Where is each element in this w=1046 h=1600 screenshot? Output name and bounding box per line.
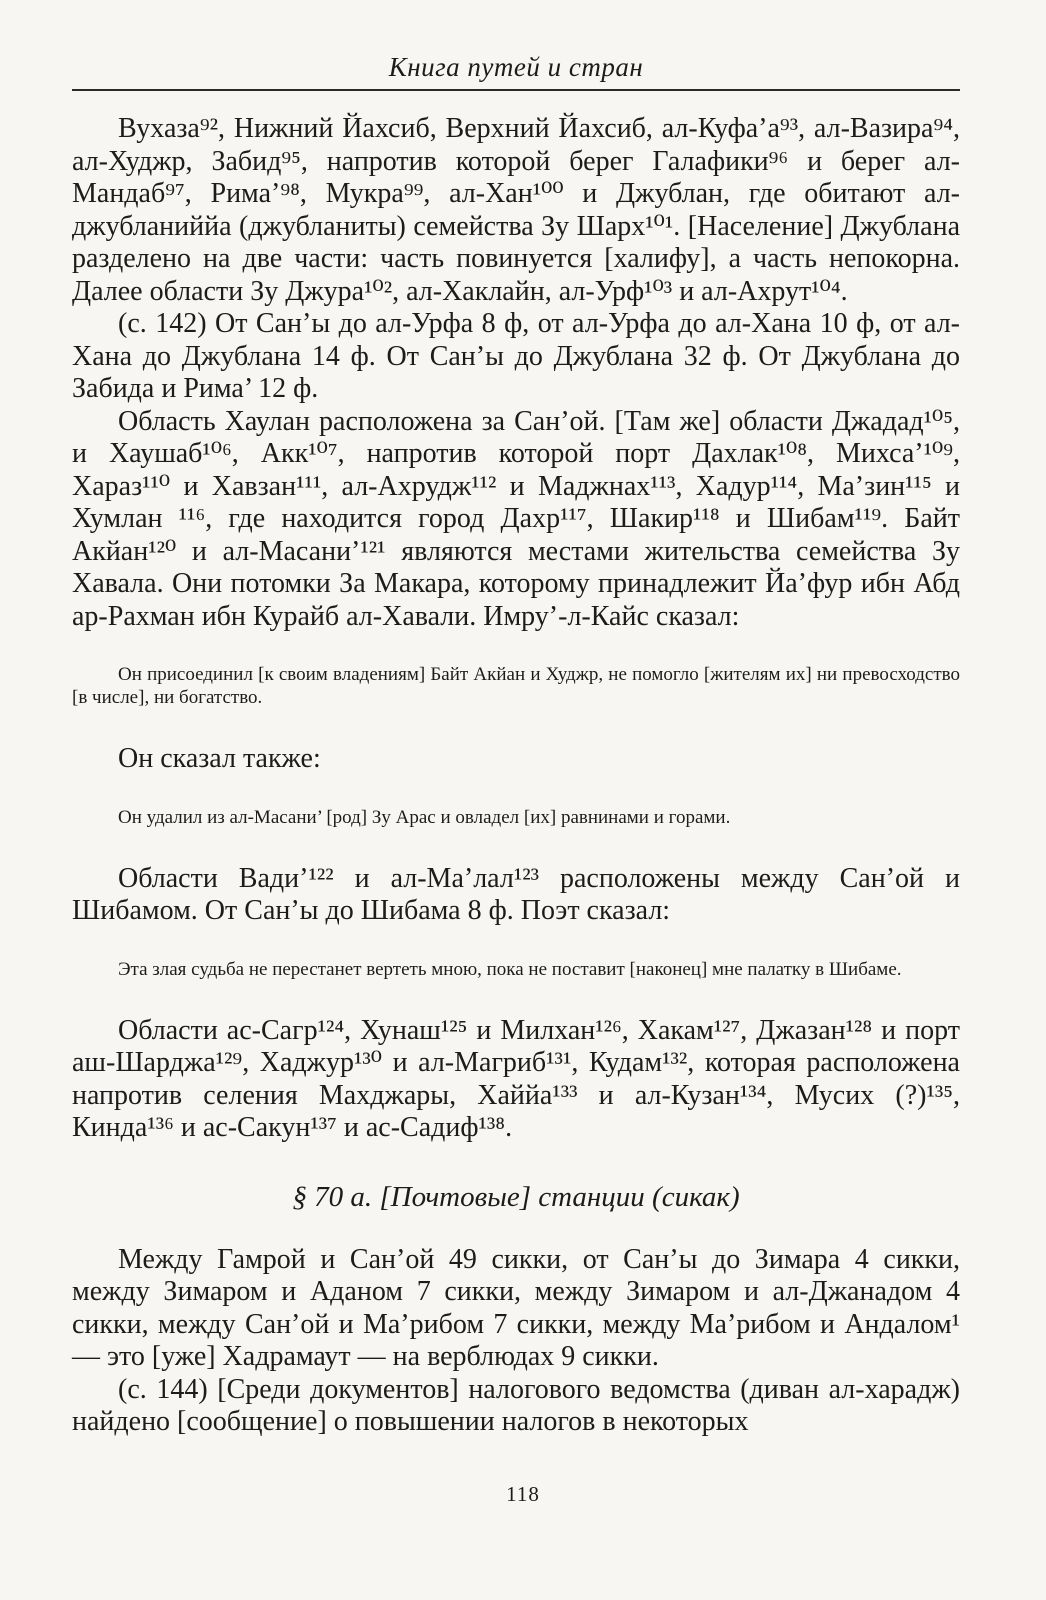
paragraph-4: Он сказал также: bbox=[118, 743, 321, 774]
paragraph-6: Области ас-Сагр¹²⁴, Хунаш¹²⁵ и Милхан¹²⁶, Хакам¹²⁷, Джазан¹²⁸ и порт аш-Шарджа¹²⁹, Хаджур¹³⁰ и ал-Магриб¹³¹, Кудам¹³², которая расположена напротив селения Махджары, Хаййа¹³³ и ал-Кузан¹³⁴, Мусих (?)¹³⁵, Кинда¹³⁶ и ас-Сакун¹³⁷ и ас-Садиф¹³⁸. bbox=[72, 1014, 960, 1143]
verse-quote-3: Эта злая судьба не перестанет вертеть мною, пока не поставит [наконец] мне палатку в Шибаме. bbox=[118, 958, 902, 980]
paragraph-7: Между Гамрой и Сан’ой 49 сикки, от Сан’ы до Зимара 4 сикки, между Зимаром и Аданом 7 сикки, между Зимаром и ал-Джанадом 4 сикки, между Сан’ой и Ма’рибом 7 сикки, между Ма’рибом и Андалом¹ — это [уже] Хадрамаут — на верблюдах 9 сикки. bbox=[72, 1243, 960, 1372]
paragraph-3: Область Хаулан расположена за Сан’ой. [Там же] области Джадад¹⁰⁵, и Хаушаб¹⁰⁶, Акк¹⁰⁷, напротив которой порт Дахлак¹⁰⁸, Михса’¹⁰⁹, Хараз¹¹⁰ и Хавзан¹¹¹, ал-Ахрудж¹¹² и Маджнах¹¹³, Хадур¹¹⁴, Ма’зин¹¹⁵ и Хумлан ¹¹⁶, где находится город Дахр¹¹⁷, Шакир¹¹⁸ и Шибам¹¹⁹. Байт Акйан¹²⁰ и ал-Масани’¹²¹ являются местами жительства семейства Зу Хавала. Они потомки За Макара, которому принадлежит Йа’фур ибн Абд ар-Рахман ибн Курайб ал-Хавали. Имру’-л-Кайс сказал: bbox=[72, 405, 960, 632]
book-page bbox=[72, 52, 960, 1439]
running-head: Книга путей и стран bbox=[72, 52, 960, 91]
verse-quote-2: Он удалил из ал-Масани’ [род] Зу Арас и овладел [их] равнинами и горами. bbox=[118, 806, 731, 828]
section-heading: § 70 а. [Почтовые] станции (сикак) bbox=[292, 1180, 740, 1213]
paragraph-8: (с. 144) [Среди документов] налогового ведомства (диван ал-харадж) найдено [сообщение] о повышении налогов в некоторых bbox=[72, 1373, 960, 1437]
paragraph-2: (с. 142) От Сан’ы до ал-Урфа 8 ф, от ал-Урфа до ал-Хана 10 ф, от ал-Хана до Джублана 14 ф. От Сан’ы до Джублана 32 ф. От Джублана до Забида и Рима’ 12 ф. bbox=[72, 308, 960, 404]
paragraph-5: Области Вади’¹²² и ал-Ма’лал¹²³ расположены между Сан’ой и Шибамом. От Сан’ы до Шибама 8 ф. Поэт сказал: bbox=[72, 862, 960, 926]
verse-quote-1: Он присоединил [к своим владениям] Байт Акйан и Худжр, не помогло [жителям их] ни превосходство [в числе], ни богатство. bbox=[72, 664, 960, 708]
paragraph-1: Вухаза⁹², Нижний Йахсиб, Верхний Йахсиб, ал-Куфа’а⁹³, ал-Вазира⁹⁴, ал-Худжр, Забид⁹⁵, напротив которой берег Галафики⁹⁶ и берег ал-Мандаб⁹⁷, Рима’⁹⁸, Мукра⁹⁹, ал-Хан¹⁰⁰ и Джублан, где обитают ал-джубланиййа (джубланиты) семейства Зу Шарх¹⁰¹. [Население] Джублана разделено на две части: часть повинуется [халифу], а часть непокорна. Далее области Зу Джура¹⁰², ал-Хаклайн, ал-Урф¹⁰³ и ал-Ахрут¹⁰⁴. bbox=[72, 113, 960, 307]
page-number: 118 bbox=[506, 1482, 540, 1506]
